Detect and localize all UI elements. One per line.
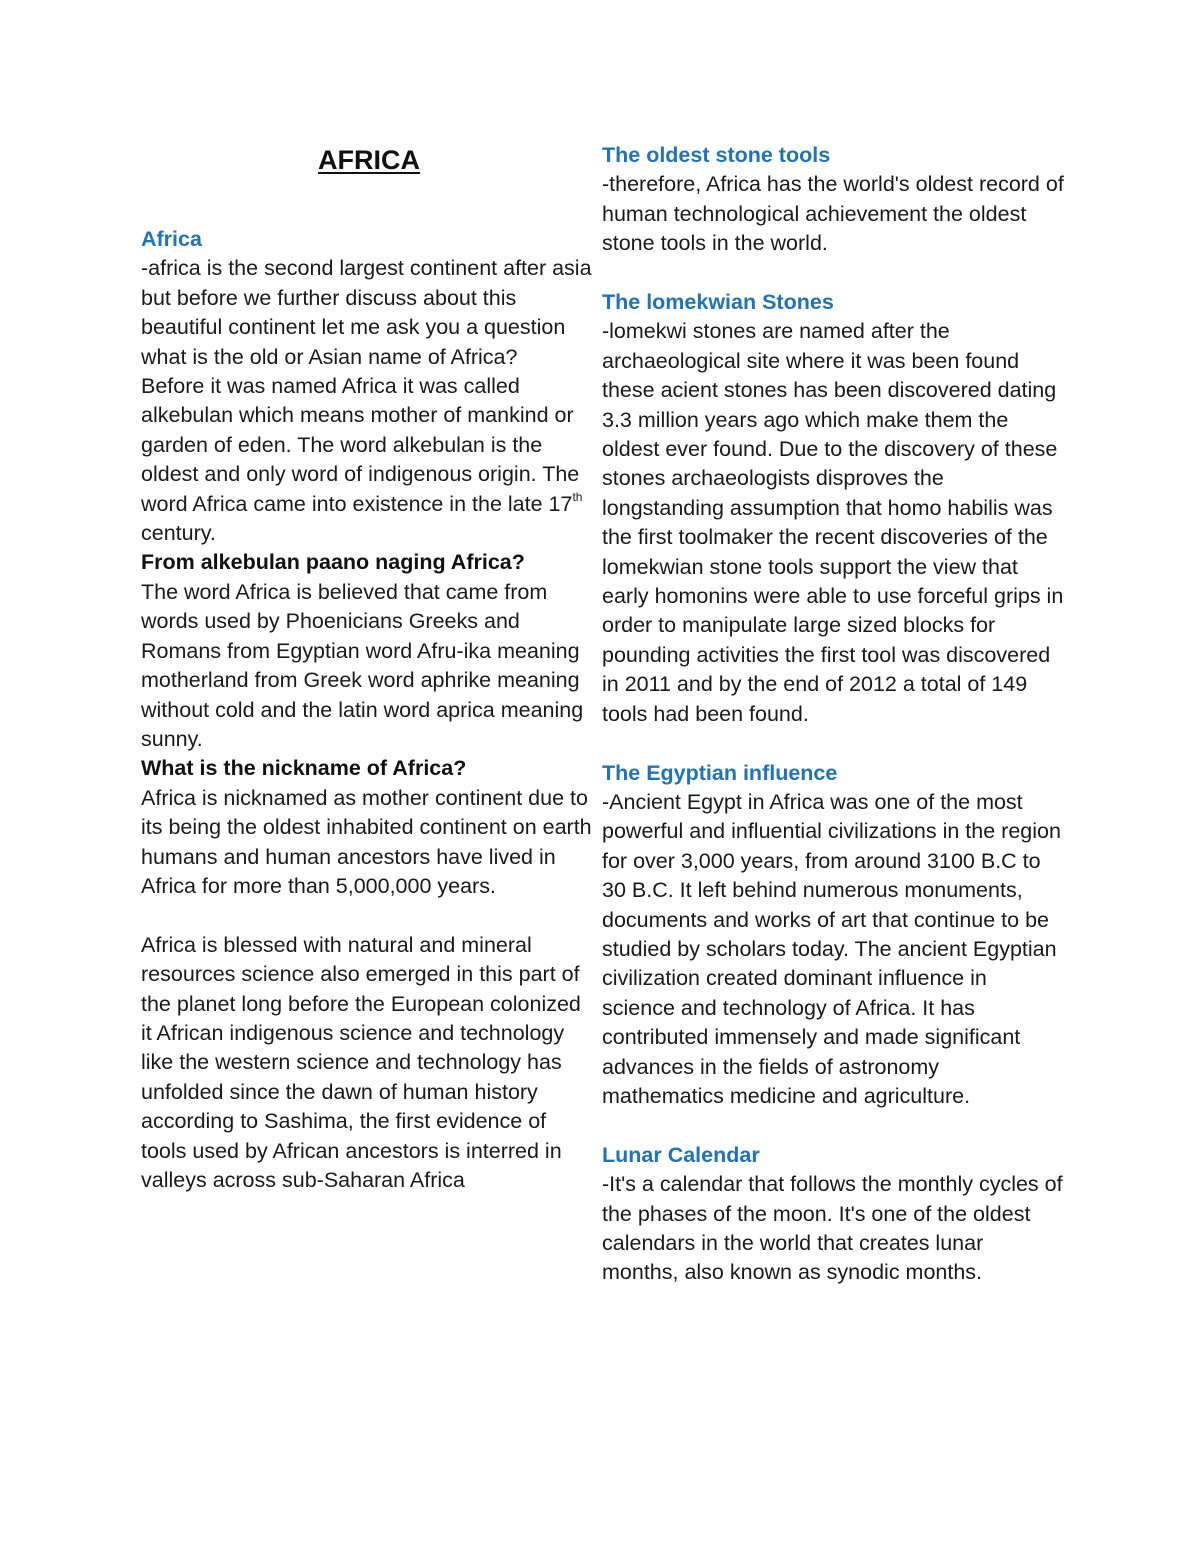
lunar-calendar-paragraph: -It's a calendar that follows the monthly cycles of the phases of the moon. It's one of the oldest calendars in the world that creates lunar months, also known as synodic months. (602, 1172, 1063, 1285)
paragraph-spacer (141, 901, 597, 930)
paragraph-spacer (602, 259, 1064, 288)
section-heading-lunar-calendar: Lunar Calendar (602, 1142, 760, 1167)
egyptian-paragraph: -Ancient Egypt in Africa was one of the most powerful and influential civilizations in the region for over 3,000 years, from around 3100 B.C to 30 B.C. It left behind numerous monuments, documents and works of art that continue to be studied by scholars today. The ancient Egyptian civilization created dominant influence in science and technology of Africa. It has contributed immensely and made significant advances in the fields of astronomy mathematics medicine and agriculture. (602, 789, 1061, 1108)
africa-paragraph-2-text: Before it was named Africa it was called alkebulan which means mother of mankind or garden of eden. The word alkebulan is the oldest and only word of indigenous origin. The word Africa came into existence in the late 17 (141, 374, 580, 516)
name-origin-paragraph: The word Africa is believed that came from words used by Phoenicians Greeks and Romans from Egyptian word Afru-ika meaning motherland from Greek word aphrike meaning without cold and the latin word aprica meaning sunny. (141, 579, 584, 751)
section-heading-stone-tools: The oldest stone tools (602, 143, 831, 167)
africa-paragraph-2-end: century. (141, 521, 216, 546)
paragraph-spacer (602, 1111, 1064, 1140)
nickname-paragraph: Africa is nicknamed as mother continent due to its being the oldest inhabited continent on earth humans and human ancestors have lived in Africa for more than 5,000,000 years. (141, 785, 592, 898)
page-title: AFRICA (318, 145, 420, 175)
question-heading-nickname: What is the nickname of Africa? (141, 756, 467, 781)
africa-paragraph-2 (141, 372, 597, 548)
paragraph-spacer (602, 729, 1064, 758)
section-heading-lomekwian: The lomekwian Stones (602, 290, 834, 315)
ordinal-suffix: th (572, 489, 583, 504)
section-heading-egyptian: The Egyptian influence (602, 760, 838, 785)
resources-paragraph: Africa is blessed with natural and mineral resources science also emerged in this part of the planet long before the European colonized it African indigenous science and technology like the western science and technology has unfolded since the dawn of human history according to Sashima, the first evidence of tools used by African ancestors is interred in valleys across sub-Saharan Africa (141, 932, 581, 1192)
stone-tools-paragraph: -therefore, Africa has the world's oldest record of human technological achievement the oldest stone tools in the world. (602, 172, 1064, 256)
question-heading-name-origin: From alkebulan paano naging Africa? (141, 550, 525, 575)
right-column (602, 141, 1064, 1288)
left-column (141, 225, 597, 1195)
africa-paragraph-1: -africa is the second largest continent after asia but before we further discuss about this beautiful continent let me ask you a question what is the old or Asian name of Africa? (141, 256, 592, 369)
section-heading-africa: Africa (141, 227, 202, 251)
lomekwian-paragraph: -lomekwi stones are named after the archaeological site where it was been found these acient stones has been discovered dating 3.3 million years ago which make them the oldest ever found. Due to the discovery of these stones archaeologists disproves the longstanding assumption that homo habilis was the first toolmaker the recent discoveries of the lomekwian stone tools support the view that early homonins were able to use forceful grips in order to manipulate large sized blocks for pounding activities the first tool was discovered in 2011 and by the end of 2012 a total of 149 tools had been found. (602, 319, 1064, 726)
